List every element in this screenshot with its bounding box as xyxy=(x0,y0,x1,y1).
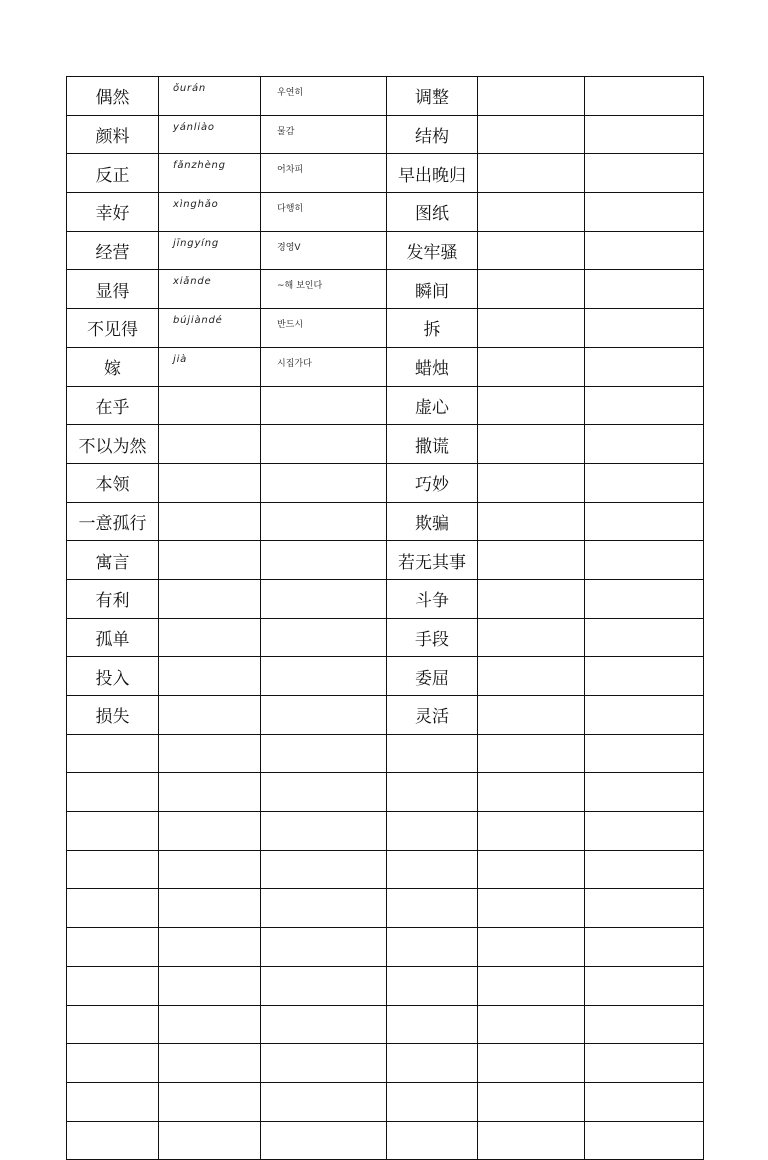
word-cell-left xyxy=(67,734,159,773)
table-row xyxy=(67,618,704,657)
meaning-cell-right xyxy=(585,850,704,889)
word-cell-right: 手段 xyxy=(387,618,478,657)
meaning-cell-right xyxy=(585,734,704,773)
meaning-cell-right xyxy=(585,618,704,657)
meaning-cell: 반드시 xyxy=(261,309,387,348)
table-row xyxy=(67,154,704,193)
table-row xyxy=(67,463,704,502)
word-cell-right: 拆 xyxy=(387,309,478,348)
meaning-cell xyxy=(261,1082,387,1121)
meaning-cell-right xyxy=(585,1082,704,1121)
table-row xyxy=(67,773,704,812)
word-cell-right xyxy=(387,928,478,967)
meaning-cell xyxy=(261,386,387,425)
word-cell-right: 早出晚归 xyxy=(387,154,478,193)
word-cell-left: 不以为然 xyxy=(67,425,159,464)
meaning-cell-right xyxy=(585,579,704,618)
pinyin-cell xyxy=(159,928,261,967)
pinyin-cell-right xyxy=(478,386,585,425)
pinyin-cell-right xyxy=(478,154,585,193)
table-row xyxy=(67,1005,704,1044)
meaning-cell xyxy=(261,889,387,928)
meaning-cell-right xyxy=(585,425,704,464)
meaning-cell xyxy=(261,618,387,657)
pinyin-cell xyxy=(159,618,261,657)
pinyin-cell-right xyxy=(478,347,585,386)
word-cell-right xyxy=(387,734,478,773)
word-cell-left: 嫁 xyxy=(67,347,159,386)
table-row xyxy=(67,270,704,309)
word-cell-left xyxy=(67,1121,159,1160)
pinyin-cell xyxy=(159,889,261,928)
word-cell-right xyxy=(387,812,478,851)
meaning-cell: ~해 보인다 xyxy=(261,270,387,309)
table-row xyxy=(67,734,704,773)
word-cell-right xyxy=(387,773,478,812)
table-row xyxy=(67,889,704,928)
pinyin-cell-right xyxy=(478,425,585,464)
pinyin-cell: xiǎnde xyxy=(159,270,261,309)
pinyin-cell xyxy=(159,734,261,773)
word-cell-left xyxy=(67,1082,159,1121)
word-cell-right xyxy=(387,889,478,928)
pinyin-cell-right xyxy=(478,1082,585,1121)
meaning-cell-right xyxy=(585,889,704,928)
meaning-cell-right xyxy=(585,1005,704,1044)
word-cell-left: 反正 xyxy=(67,154,159,193)
pinyin-cell: fǎnzhèng xyxy=(159,154,261,193)
table-row xyxy=(67,812,704,851)
meaning-cell-right xyxy=(585,154,704,193)
word-cell-right xyxy=(387,1082,478,1121)
word-cell-right: 虚心 xyxy=(387,386,478,425)
word-cell-left: 孤单 xyxy=(67,618,159,657)
meaning-cell xyxy=(261,1005,387,1044)
pinyin-cell xyxy=(159,386,261,425)
vocabulary-table xyxy=(66,76,704,1160)
table-row xyxy=(67,425,704,464)
pinyin-cell-right xyxy=(478,850,585,889)
meaning-cell xyxy=(261,734,387,773)
meaning-cell: 우연히 xyxy=(261,77,387,116)
pinyin-cell xyxy=(159,463,261,502)
table-row xyxy=(67,541,704,580)
table-row xyxy=(67,115,704,154)
meaning-cell xyxy=(261,773,387,812)
pinyin-cell: bújiàndé xyxy=(159,309,261,348)
pinyin-cell-right xyxy=(478,1121,585,1160)
meaning-cell xyxy=(261,541,387,580)
meaning-cell xyxy=(261,1044,387,1083)
table-row xyxy=(67,347,704,386)
word-cell-left: 偶然 xyxy=(67,77,159,116)
meaning-cell xyxy=(261,850,387,889)
pinyin-cell xyxy=(159,502,261,541)
meaning-cell xyxy=(261,966,387,1005)
word-cell-right: 调整 xyxy=(387,77,478,116)
pinyin-cell xyxy=(159,812,261,851)
table-row xyxy=(67,850,704,889)
word-cell-left xyxy=(67,928,159,967)
pinyin-cell-right xyxy=(478,77,585,116)
pinyin-cell-right xyxy=(478,734,585,773)
table-row xyxy=(67,1044,704,1083)
meaning-cell-right xyxy=(585,231,704,270)
meaning-cell-right xyxy=(585,115,704,154)
pinyin-cell: ǒurán xyxy=(159,77,261,116)
meaning-cell-right xyxy=(585,463,704,502)
meaning-cell-right xyxy=(585,1121,704,1160)
pinyin-cell: xìnghǎo xyxy=(159,193,261,232)
word-cell-left xyxy=(67,966,159,1005)
table-row xyxy=(67,231,704,270)
pinyin-cell-right xyxy=(478,115,585,154)
pinyin-cell-right xyxy=(478,657,585,696)
meaning-cell-right xyxy=(585,386,704,425)
meaning-cell: 시집가다 xyxy=(261,347,387,386)
word-cell-left xyxy=(67,812,159,851)
word-cell-right: 巧妙 xyxy=(387,463,478,502)
meaning-cell xyxy=(261,812,387,851)
word-cell-right xyxy=(387,1005,478,1044)
pinyin-cell xyxy=(159,696,261,735)
meaning-cell-right xyxy=(585,77,704,116)
pinyin-cell: jià xyxy=(159,347,261,386)
word-cell-left: 在乎 xyxy=(67,386,159,425)
table-row xyxy=(67,696,704,735)
pinyin-cell-right xyxy=(478,889,585,928)
meaning-cell xyxy=(261,502,387,541)
pinyin-cell xyxy=(159,966,261,1005)
pinyin-cell-right xyxy=(478,231,585,270)
table-row xyxy=(67,502,704,541)
meaning-cell-right xyxy=(585,812,704,851)
meaning-cell-right xyxy=(585,657,704,696)
pinyin-cell-right xyxy=(478,193,585,232)
pinyin-cell-right xyxy=(478,309,585,348)
word-cell-left xyxy=(67,850,159,889)
word-cell-right: 若无其事 xyxy=(387,541,478,580)
meaning-cell: 경영V xyxy=(261,231,387,270)
pinyin-cell xyxy=(159,850,261,889)
table-row xyxy=(67,386,704,425)
word-cell-left xyxy=(67,1044,159,1083)
word-cell-right: 瞬间 xyxy=(387,270,478,309)
word-cell-left: 寓言 xyxy=(67,541,159,580)
pinyin-cell xyxy=(159,1005,261,1044)
meaning-cell xyxy=(261,463,387,502)
word-cell-right: 灵活 xyxy=(387,696,478,735)
meaning-cell-right xyxy=(585,773,704,812)
meaning-cell xyxy=(261,425,387,464)
pinyin-cell-right xyxy=(478,773,585,812)
meaning-cell xyxy=(261,1121,387,1160)
pinyin-cell-right xyxy=(478,928,585,967)
meaning-cell-right xyxy=(585,541,704,580)
meaning-cell xyxy=(261,696,387,735)
meaning-cell: 다행히 xyxy=(261,193,387,232)
meaning-cell xyxy=(261,579,387,618)
meaning-cell-right xyxy=(585,193,704,232)
table-row xyxy=(67,1121,704,1160)
word-cell-right: 撒谎 xyxy=(387,425,478,464)
word-cell-left xyxy=(67,773,159,812)
vocabulary-sheet xyxy=(66,76,703,1160)
meaning-cell xyxy=(261,657,387,696)
pinyin-cell: jīngyíng xyxy=(159,231,261,270)
table-row xyxy=(67,77,704,116)
word-cell-right xyxy=(387,1044,478,1083)
word-cell-right: 斗争 xyxy=(387,579,478,618)
pinyin-cell xyxy=(159,657,261,696)
pinyin-cell xyxy=(159,1082,261,1121)
word-cell-right xyxy=(387,850,478,889)
meaning-cell: 어차피 xyxy=(261,154,387,193)
word-cell-left: 不见得 xyxy=(67,309,159,348)
meaning-cell-right xyxy=(585,928,704,967)
word-cell-left xyxy=(67,1005,159,1044)
word-cell-right: 蜡烛 xyxy=(387,347,478,386)
meaning-cell-right xyxy=(585,1044,704,1083)
pinyin-cell: yánliào xyxy=(159,115,261,154)
word-cell-right: 发牢骚 xyxy=(387,231,478,270)
meaning-cell-right xyxy=(585,502,704,541)
word-cell-left: 经营 xyxy=(67,231,159,270)
pinyin-cell-right xyxy=(478,618,585,657)
word-cell-left: 显得 xyxy=(67,270,159,309)
table-row xyxy=(67,579,704,618)
meaning-cell-right xyxy=(585,696,704,735)
word-cell-left: 投入 xyxy=(67,657,159,696)
pinyin-cell xyxy=(159,425,261,464)
word-cell-right: 图纸 xyxy=(387,193,478,232)
meaning-cell xyxy=(261,928,387,967)
pinyin-cell-right xyxy=(478,1005,585,1044)
word-cell-left: 颜料 xyxy=(67,115,159,154)
meaning-cell-right xyxy=(585,270,704,309)
word-cell-left: 有利 xyxy=(67,579,159,618)
word-cell-right xyxy=(387,966,478,1005)
pinyin-cell xyxy=(159,541,261,580)
table-row xyxy=(67,966,704,1005)
pinyin-cell-right xyxy=(478,812,585,851)
pinyin-cell xyxy=(159,1044,261,1083)
word-cell-right xyxy=(387,1121,478,1160)
pinyin-cell-right xyxy=(478,966,585,1005)
meaning-cell: 물감 xyxy=(261,115,387,154)
pinyin-cell-right xyxy=(478,463,585,502)
meaning-cell-right xyxy=(585,966,704,1005)
vocabulary-table-body xyxy=(67,77,704,1160)
word-cell-left: 幸好 xyxy=(67,193,159,232)
meaning-cell-right xyxy=(585,309,704,348)
pinyin-cell-right xyxy=(478,270,585,309)
pinyin-cell xyxy=(159,1121,261,1160)
pinyin-cell-right xyxy=(478,541,585,580)
word-cell-left: 一意孤行 xyxy=(67,502,159,541)
meaning-cell-right xyxy=(585,347,704,386)
word-cell-right: 欺骗 xyxy=(387,502,478,541)
table-row xyxy=(67,657,704,696)
word-cell-right: 委屈 xyxy=(387,657,478,696)
pinyin-cell-right xyxy=(478,1044,585,1083)
word-cell-left xyxy=(67,889,159,928)
pinyin-cell-right xyxy=(478,579,585,618)
word-cell-left: 损失 xyxy=(67,696,159,735)
pinyin-cell xyxy=(159,579,261,618)
table-row xyxy=(67,193,704,232)
table-row xyxy=(67,928,704,967)
pinyin-cell xyxy=(159,773,261,812)
pinyin-cell-right xyxy=(478,502,585,541)
table-row xyxy=(67,1082,704,1121)
word-cell-left: 本领 xyxy=(67,463,159,502)
word-cell-right: 结构 xyxy=(387,115,478,154)
pinyin-cell-right xyxy=(478,696,585,735)
table-row xyxy=(67,309,704,348)
